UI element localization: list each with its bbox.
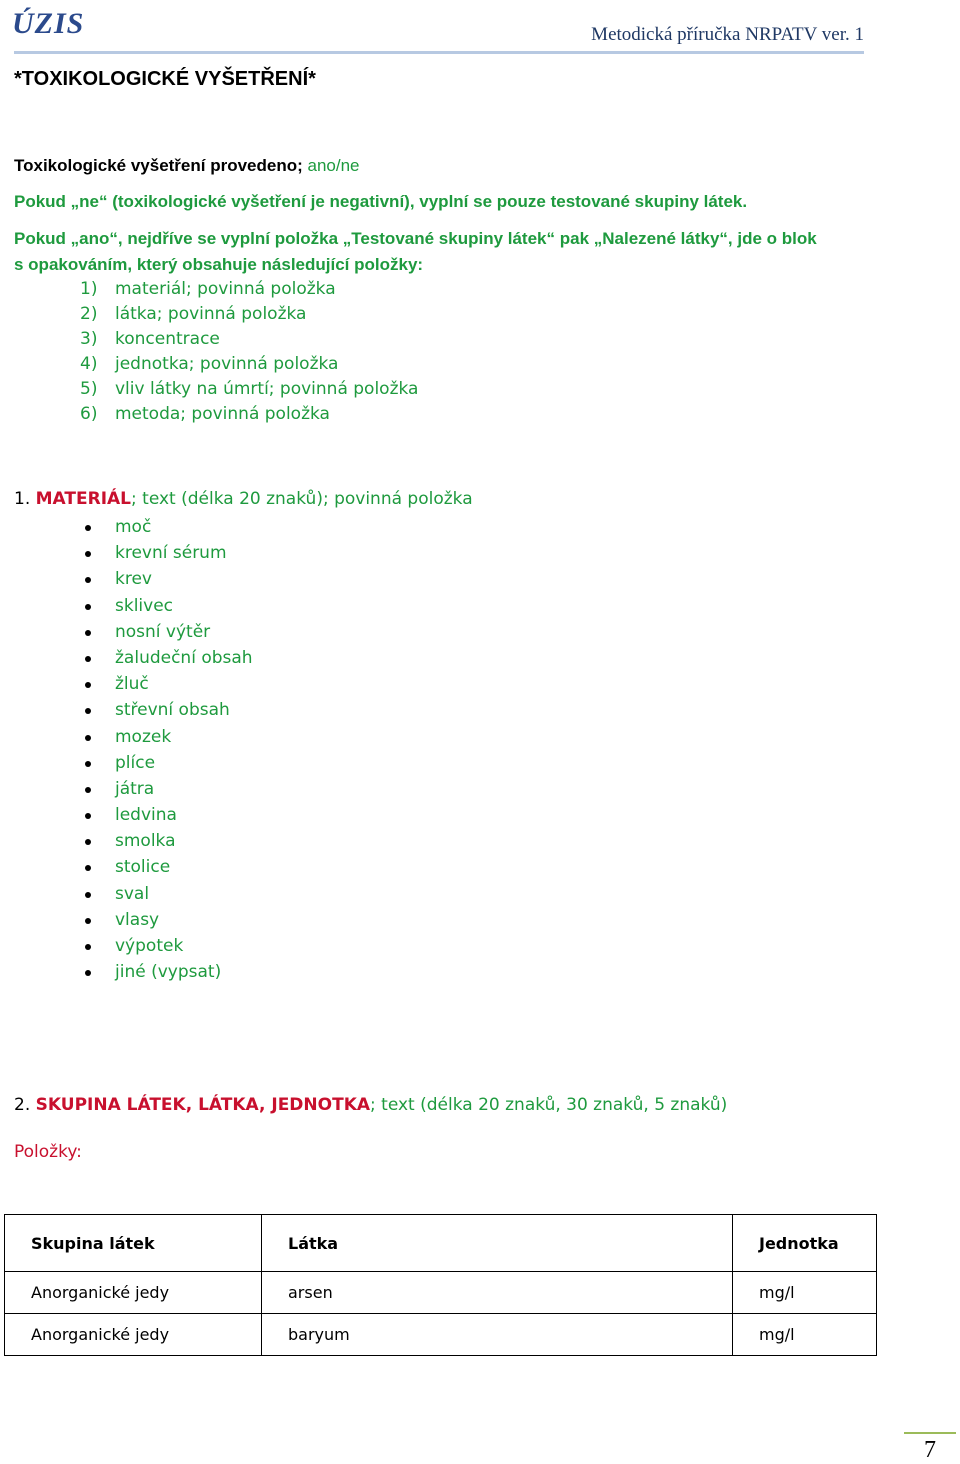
intro-line-3b: s opakováním, který obsahuje následující položky: bbox=[14, 255, 424, 274]
table-cell: mg/l bbox=[733, 1272, 877, 1314]
item-list bbox=[80, 277, 418, 427]
list-item: moč bbox=[82, 514, 253, 540]
section-2-name: SKUPINA LÁTEK, LÁTKA, JEDNOTKA bbox=[35, 1095, 371, 1115]
list-item: žaludeční obsah bbox=[82, 645, 253, 671]
list-item: nosní výtěr bbox=[82, 619, 253, 645]
table-cell: arsen bbox=[262, 1272, 733, 1314]
list-item: smolka bbox=[82, 828, 253, 854]
list-item: stolice bbox=[82, 854, 253, 880]
column-header: Jednotka bbox=[733, 1215, 877, 1272]
list-item: jiné (vypsat) bbox=[82, 959, 253, 985]
intro-line-3a: Pokud „ano“, nejdříve se vyplní položka „Testované skupiny látek“ pak „Nalezené látky“, jde o blok bbox=[14, 229, 817, 248]
column-header: Skupina látek bbox=[5, 1215, 262, 1272]
column-header: Látka bbox=[262, 1215, 733, 1272]
list-item: 4) jednotka; povinná položka bbox=[80, 354, 339, 374]
list-item: 3) koncentrace bbox=[80, 329, 220, 349]
header-divider bbox=[14, 51, 864, 54]
list-item: játra bbox=[82, 776, 253, 802]
substance-table bbox=[4, 1214, 877, 1356]
page-number-rule bbox=[904, 1432, 956, 1434]
list-item: ledvina bbox=[82, 802, 253, 828]
list-item: výpotek bbox=[82, 933, 253, 959]
document-title: Metodická příručka NRPATV ver. 1 bbox=[591, 24, 864, 45]
table-row bbox=[5, 1314, 877, 1356]
table-header-row bbox=[5, 1215, 877, 1272]
list-item: 2) látka; povinná položka bbox=[80, 304, 307, 324]
intro-line-1-label: Toxikologické vyšetření provedeno; bbox=[14, 156, 303, 175]
page-title: *TOXIKOLOGICKÉ VYŠETŘENÍ* bbox=[14, 68, 316, 90]
list-item: 5) vliv látky na úmrtí; povinná položka bbox=[80, 379, 419, 399]
intro-line-1-value: ano/ne bbox=[307, 156, 360, 175]
list-item: střevní obsah bbox=[82, 697, 253, 723]
list-item: 6) metoda; povinná položka bbox=[80, 404, 330, 424]
list-item: sval bbox=[82, 881, 253, 907]
table-cell: Anorganické jedy bbox=[5, 1272, 262, 1314]
page-number: 7 bbox=[924, 1437, 936, 1463]
section-1-name: MATERIÁL bbox=[35, 489, 132, 509]
list-item: žluč bbox=[82, 671, 253, 697]
list-item: krevní sérum bbox=[82, 540, 253, 566]
table-cell: Anorganické jedy bbox=[5, 1314, 262, 1356]
list-item: sklivec bbox=[82, 593, 253, 619]
items-label: Položky: bbox=[14, 1142, 82, 1162]
table-cell: mg/l bbox=[733, 1314, 877, 1356]
list-item: 1) materiál; povinná položka bbox=[80, 279, 336, 299]
list-item: krev bbox=[82, 566, 253, 592]
list-item: plíce bbox=[82, 750, 253, 776]
uzis-logo: ÚZIS bbox=[12, 7, 85, 40]
table-row bbox=[5, 1272, 877, 1314]
table-cell: baryum bbox=[262, 1314, 733, 1356]
intro-line-1 bbox=[14, 156, 360, 176]
section-1-heading: 1. MATERIÁL; text (délka 20 znaků); povinná položka bbox=[14, 489, 473, 509]
section-2-heading: 2. SKUPINA LÁTEK, LÁTKA, JEDNOTKA; text (délka 20 znaků, 30 znaků, 5 znaků) bbox=[14, 1095, 728, 1115]
list-item: mozek bbox=[82, 724, 253, 750]
intro-line-2: Pokud „ne“ (toxikologické vyšetření je negativní), vyplní se pouze testované skupiny látek. bbox=[14, 192, 748, 211]
list-item: vlasy bbox=[82, 907, 253, 933]
material-list bbox=[82, 514, 253, 985]
